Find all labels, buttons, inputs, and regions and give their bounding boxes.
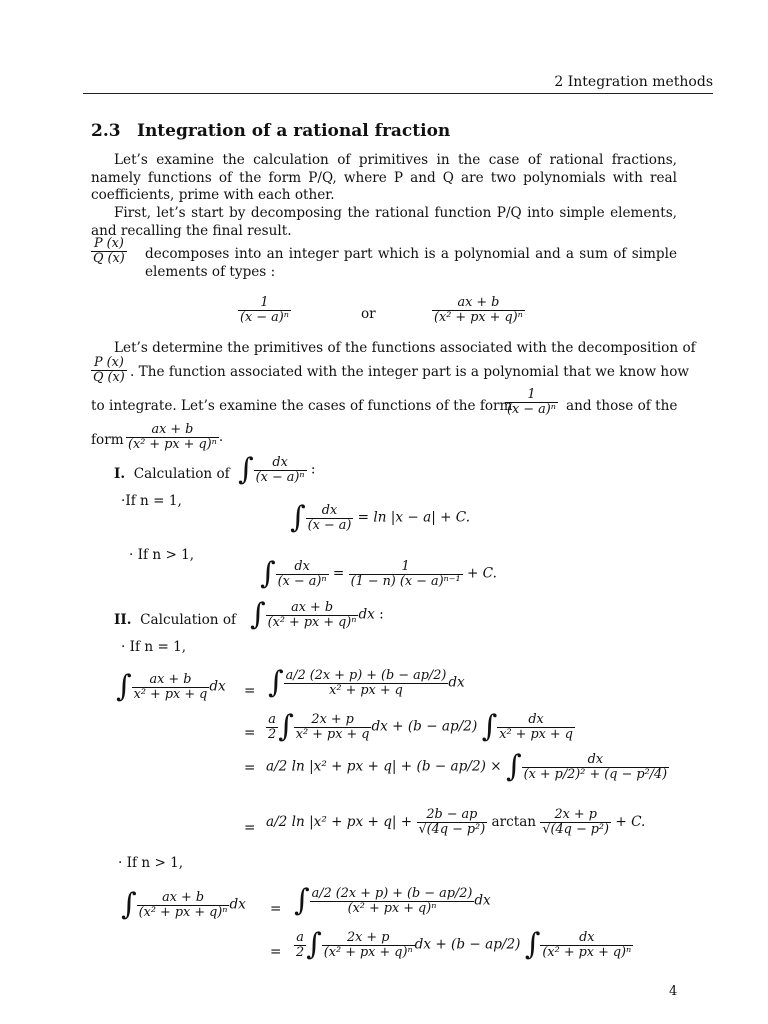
section-number: 2.3 <box>91 121 121 141</box>
eq5-equals: = <box>270 901 282 917</box>
case-II-integral: ∫ $\frac{ax + b}{\text{(x² + px + q)ⁿ}}$ dx : <box>250 597 384 632</box>
eq4-rhs: a/2 ln |x² + px + q| + $\frac{2b - ap}{\text{√(4q − p²)}}$ arctan $\frac{2x + p}{\text{√(4q − p²)}}$ + C. <box>266 807 646 837</box>
eq5-lhs: ∫ $\frac{ax + b}{\text{(x² + px + q)ⁿ}}$ dx <box>121 887 246 922</box>
eq4-equals: = <box>244 820 256 836</box>
eq6-equals: = <box>270 944 282 960</box>
case-II-heading: II. Calculation of <box>114 612 237 628</box>
case-I-n1: ·If n = 1, <box>121 493 182 509</box>
eq1-rhs: ∫ $\frac{a/2 (2x + p) + (b - ap/2)}{\text{x² + px + q}}$ dx <box>268 665 465 700</box>
page-number: 4 <box>669 984 678 999</box>
case-I-integral: ∫ $\frac{dx}{\text{(x − a)ⁿ}}$ : <box>238 452 316 487</box>
simple-element-2: $\frac{ax + b}{\text{(x² + px + q)ⁿ}}$ <box>434 295 523 325</box>
eq3-equals: = <box>244 760 256 776</box>
simple-element-1: $\frac{1}{\text{(x − a)ⁿ}}$ <box>240 295 289 325</box>
eq3-rhs: a/2 ln |x² + px + q| + (b − ap/2) × ∫ $\frac{dx}{\text{(x + p/2)² + (q − p²/4)}}$ <box>266 749 668 784</box>
case-I-n1-formula: ∫ $\frac{dx}{(x - a)}$ = ln |x − a| + C. <box>290 500 471 535</box>
eq2-rhs: $\frac{a}{2}$ ∫ $\frac{2x + p}{\text{x² + px + q}}$ dx + (b − ap/2) ∫ $\frac{dx}{\text{x² + px + q}}$ <box>268 709 573 744</box>
or-text: or <box>361 306 376 322</box>
eq6-rhs: $\frac{a}{2}$ ∫ $\frac{2x + p}{\text{(x² + px + q)ⁿ}}$ dx + (b − ap/2) ∫ $\frac{dx}{\text{(x² + px + q)ⁿ}}$ <box>296 927 632 962</box>
section-heading <box>91 121 450 141</box>
running-header: 2 Integration methods <box>554 74 713 90</box>
eq5-rhs: ∫ $\frac{a/2 (2x + p) + (b - ap/2)}{\text{(x² + px + q)ⁿ}}$ dx <box>294 883 491 918</box>
case-II-n1: · If n = 1, <box>121 639 187 655</box>
case-I-ngt1-formula: ∫ $\frac{dx}{\text{(x − a)ⁿ}}$ = $\frac{1}{\text{(1 − n) (x − a)ⁿ⁻¹}}$ + C. <box>260 556 497 591</box>
case-I-ngt1: · If n > 1, <box>129 547 195 563</box>
pq-fraction: $\frac{P (x)}{Q (x)}$ <box>93 236 125 266</box>
case-II-ngt1: · If n > 1, <box>118 855 184 871</box>
header-rule <box>83 93 713 94</box>
form-fraction-2: $\frac{ax + b}{\text{(x² + px + q)ⁿ}}$ . <box>128 422 224 452</box>
form-text: form <box>91 432 124 448</box>
paragraph-4c: to integrate. Let’s examine the cases of functions of the form <box>91 398 513 414</box>
paragraph-3: decomposes into an integer part which is a polynomial and a sum of simple elements of types : <box>145 246 677 280</box>
eq1-lhs: ∫ $\frac{ax + b}{\text{x² + px + q}}$ dx <box>116 669 226 704</box>
case-I-heading: I. Calculation of <box>114 466 230 482</box>
pq-fraction-2: $\frac{P (x)}{Q (x)}$ <box>93 355 125 385</box>
form-fraction-1: $\frac{1}{\text{(x − a)ⁿ}}$ <box>507 387 556 417</box>
paragraph-2: First, let’s start by decomposing the rational function P/Q into simple elements, and recalling the final result. <box>91 205 677 239</box>
eq2-equals: = <box>244 725 256 741</box>
paragraph-4a: Let’s determine the primitives of the functions associated with the decomposition of <box>114 340 696 356</box>
eq1-equals: = <box>244 683 256 699</box>
paragraph-4b: . The function associated with the integer part is a polynomial that we know how <box>130 364 690 380</box>
paragraph-1: Let’s examine the calculation of primitives in the case of rational fractions, namely functions of the form P/Q, where P and Q are two polynomials with real coefficients, prime with each other. <box>91 152 677 204</box>
paragraph-3a <box>145 246 677 281</box>
section-title: Integration of a rational fraction <box>137 121 451 141</box>
paragraph-4d: and those of the <box>566 398 678 414</box>
